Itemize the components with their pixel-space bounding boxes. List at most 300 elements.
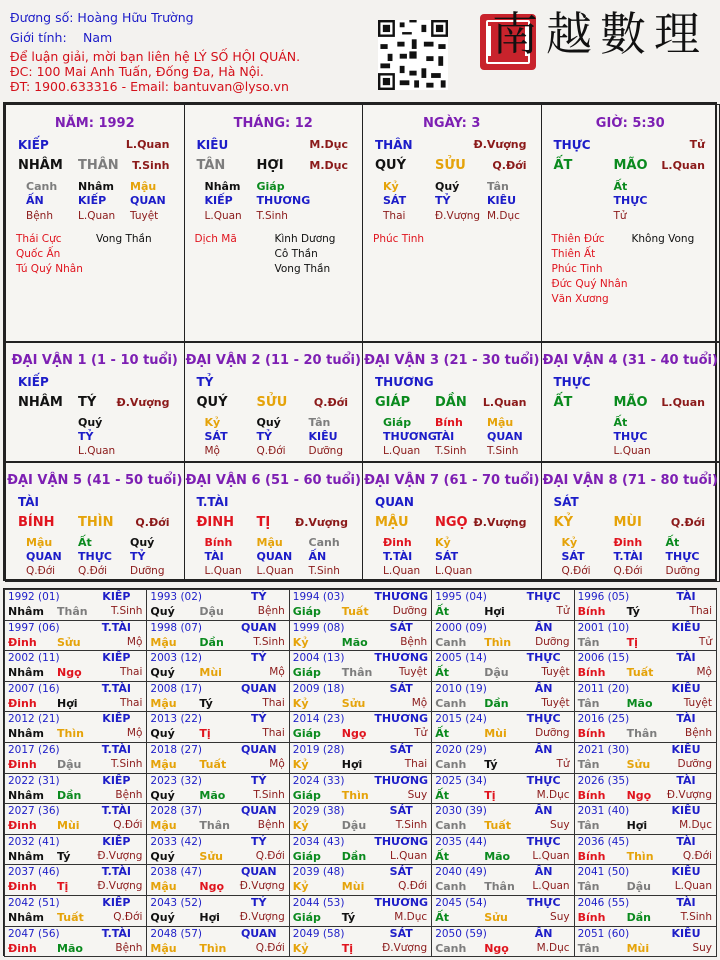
year-stem: Canh <box>435 819 467 833</box>
year-phase: Bệnh <box>400 635 428 648</box>
year-star: SÁT <box>389 681 413 695</box>
year-star: QUAN <box>240 681 277 695</box>
dai-van-cell <box>362 342 542 462</box>
year-stem: Tân <box>577 880 600 894</box>
dv-hidden-star: SÁT <box>435 550 459 563</box>
shensha-left: Quốc Ấn <box>16 248 61 260</box>
year-cell <box>289 589 432 621</box>
year-cell <box>146 926 289 958</box>
year-star: T.TÀI <box>101 681 132 695</box>
year-cell <box>289 773 432 805</box>
year-cell <box>431 895 574 927</box>
year-star: KIÊU <box>671 926 701 940</box>
dai-van-title: ĐẠI VẬN 6 (51 - 60 tuổi) <box>185 473 361 488</box>
shensha-left: Văn Xương <box>551 293 609 305</box>
hidden-star: THỰC <box>613 194 648 207</box>
dv-hidden-stem: Kỷ <box>204 416 221 429</box>
year-label: 2008 (17) <box>150 682 203 695</box>
pillar-stem-star: THÂN <box>375 138 413 152</box>
year-star: KIẾP <box>102 651 131 665</box>
dv-hidden-phase: T.Sinh <box>308 565 340 577</box>
year-label: 2031 (40) <box>577 805 630 818</box>
year-cell <box>4 681 147 713</box>
pillar-title: NĂM: 1992 <box>54 116 135 131</box>
hidden-stem: Ất <box>613 180 628 193</box>
year-stem: Quý <box>150 605 175 618</box>
year-star: THƯƠNG <box>374 773 429 787</box>
year-phase: Q.Đới <box>113 911 143 923</box>
year-branch: Thìn <box>626 849 654 863</box>
shensha-left: Thiên Đức <box>551 233 605 245</box>
year-cell <box>146 620 289 652</box>
year-star: THỰC <box>526 834 561 848</box>
dv-hidden-star: ẤN <box>308 550 327 563</box>
year-stem: Đinh <box>8 941 37 955</box>
year-stem: Kỷ <box>292 696 309 710</box>
dai-van-title: ĐẠI VẬN 3 (21 - 30 tuổi) <box>364 353 540 368</box>
year-branch: Mão <box>199 788 226 802</box>
hidden-stem: Mậu <box>130 180 157 193</box>
year-star: KIẾP <box>102 834 131 848</box>
year-cell <box>146 742 289 774</box>
year-star: THỰC <box>526 590 561 603</box>
hidden-stem: Kỷ <box>383 180 399 193</box>
year-star: TÀI <box>676 896 696 909</box>
year-stem: Tân <box>577 819 600 833</box>
pillar-cell <box>362 104 542 342</box>
year-label: 2024 (33) <box>292 774 345 787</box>
year-stem: Mậu <box>150 696 177 710</box>
year-branch: Dậu <box>626 880 651 894</box>
year-branch: Dậu <box>199 605 224 618</box>
year-cell <box>574 773 717 805</box>
year-label: 2042 (51) <box>8 897 60 909</box>
year-branch: Ngọ <box>57 666 82 680</box>
year-label: 2043 (52) <box>150 897 203 909</box>
year-label: 2044 (53) <box>292 897 345 909</box>
dv-hidden-phase: T.Sinh <box>435 445 467 457</box>
year-star: T.TÀI <box>101 926 132 940</box>
year-stem: Bính <box>577 727 606 741</box>
year-cell <box>146 803 289 835</box>
year-star: TÀI <box>676 773 696 787</box>
year-star: TÀI <box>676 712 696 726</box>
pillar-branch: HỢI <box>256 158 284 173</box>
shensha-left: Đức Quý Nhân <box>551 278 628 290</box>
pillar-branch: SỬU <box>435 158 466 173</box>
year-star: TÀI <box>676 834 696 848</box>
year-branch: Thìn <box>341 788 369 802</box>
year-stem: Mậu <box>150 635 177 649</box>
year-phase: Thai <box>119 696 143 709</box>
pillar-cell <box>184 104 364 342</box>
year-stem: Ất <box>435 849 449 863</box>
year-label: 2011 (20) <box>577 682 630 695</box>
year-label: 1995 (04) <box>435 591 487 603</box>
year-phase: Suy <box>692 941 712 954</box>
year-cell <box>4 803 147 835</box>
dv-hidden-phase: L.Quan <box>435 565 473 577</box>
dv-hidden-star: SÁT <box>204 430 228 443</box>
year-star: TÀI <box>676 590 696 603</box>
year-cell <box>289 711 432 743</box>
year-cell <box>574 681 717 713</box>
year-branch: Thìn <box>57 727 84 741</box>
dai-van-title: ĐẠI VẬN 5 (41 - 50 tuổi) <box>7 473 183 488</box>
year-label: 2029 (38) <box>292 805 345 818</box>
year-star: ẤN <box>534 743 553 756</box>
dai-van-star: T.TÀI <box>196 495 229 509</box>
year-branch: Dậu <box>341 819 367 833</box>
year-cell <box>431 620 574 652</box>
year-stem: Canh <box>435 941 467 955</box>
year-star: SÁT <box>389 926 413 940</box>
year-phase: Bệnh <box>115 788 143 801</box>
year-phase: Thai <box>262 727 285 740</box>
hidden-star: THƯƠNG <box>256 194 311 207</box>
year-branch: Tuất <box>626 666 654 680</box>
year-cell <box>289 834 432 866</box>
year-label: 2023 (32) <box>150 774 203 787</box>
logo-char: 理 <box>654 7 704 61</box>
year-label: 2028 (37) <box>150 805 203 818</box>
year-star: KIÊU <box>671 865 701 879</box>
year-label: 2045 (54) <box>435 897 487 909</box>
pillar-title: GIỜ: 5:30 <box>595 116 665 131</box>
logo-char: 南 <box>492 7 542 61</box>
hidden-stem: Canh <box>26 180 58 193</box>
year-stem: Mậu <box>150 758 177 771</box>
shensha-right: Kình Dương <box>274 233 336 245</box>
year-star: TỶ <box>251 773 267 787</box>
dv-hidden-phase: Q.Đới <box>256 445 286 457</box>
shensha-left: Phúc Tinh <box>373 233 425 245</box>
dv-hidden-phase: Q.Đới <box>561 565 591 577</box>
dv-hidden-phase: Q.Đới <box>613 565 643 577</box>
year-star: TỶ <box>251 896 267 909</box>
year-star: THƯƠNG <box>374 896 429 909</box>
pillar-stem: QUÝ <box>375 158 407 173</box>
pillar-stem-star: KIÊU <box>196 138 229 152</box>
year-cell <box>4 864 147 896</box>
year-stem: Mậu <box>150 880 177 894</box>
dv-hidden-stem: Ất <box>78 536 92 549</box>
dai-van-phase: L.Quan <box>482 396 527 409</box>
dai-van-title: ĐẠI VẬN 7 (61 - 70 tuổi) <box>364 473 540 488</box>
hidden-stem: Nhâm <box>78 180 114 193</box>
year-label: 2026 (35) <box>577 774 630 787</box>
year-phase: Bệnh <box>257 605 285 617</box>
shensha-left: Thái Cực <box>16 233 62 245</box>
year-phase: L.Quan <box>532 880 570 893</box>
year-cell <box>146 773 289 805</box>
year-stem: Bính <box>577 911 606 924</box>
year-stem: Tân <box>577 941 600 955</box>
dv-hidden-stem: Quý <box>78 416 103 429</box>
year-label: 1998 (07) <box>150 621 203 634</box>
year-label: 1996 (05) <box>577 591 630 603</box>
year-stem: Kỷ <box>292 880 309 894</box>
hidden-phase: M.Dục <box>487 210 520 222</box>
dai-van-cell <box>362 462 542 582</box>
year-branch: Mùi <box>484 727 507 741</box>
year-phase: M.Dục <box>536 941 570 954</box>
dv-hidden-star: TÀI <box>435 430 455 443</box>
year-stem: Canh <box>435 758 467 771</box>
dv-hidden-star: QUAN <box>487 430 523 443</box>
year-stem: Quý <box>150 911 175 924</box>
header <box>0 0 720 100</box>
hidden-phase: L.Quan <box>78 210 116 222</box>
year-star: KIÊU <box>671 681 701 695</box>
year-cell <box>146 711 289 743</box>
year-branch: Mùi <box>199 666 222 680</box>
year-star: ẤN <box>534 865 553 879</box>
year-phase: Mộ <box>269 666 285 679</box>
shensha-right: Vong Thần <box>96 233 152 245</box>
year-branch: Ngọ <box>626 788 652 802</box>
year-cell <box>574 926 717 958</box>
dai-van-cell <box>184 342 364 462</box>
year-stem: Quý <box>150 666 175 680</box>
bazi-chart <box>3 102 717 581</box>
dv-hidden-stem: Quý <box>130 536 155 549</box>
year-branch: Sửu <box>626 758 651 771</box>
year-branch: Tý <box>57 849 71 863</box>
dv-hidden-star: THƯƠNG <box>383 430 437 443</box>
year-stem: Quý <box>150 727 175 741</box>
year-phase: Mộ <box>696 666 712 679</box>
pillar-title: NGÀY: 3 <box>423 116 481 131</box>
year-phase: Tuyệt <box>683 696 712 709</box>
year-phase: Mộ <box>411 696 428 709</box>
year-cell <box>431 589 574 621</box>
dv-hidden-star: TỶ <box>256 430 272 443</box>
year-branch: Mùi <box>57 819 80 833</box>
dv-hidden-stem: Kỷ <box>561 536 578 549</box>
year-cell <box>146 650 289 682</box>
shensha-left: Tú Quý Nhân <box>16 263 83 275</box>
year-label: 1997 (06) <box>8 621 60 634</box>
pillar-stem-star: THỰC <box>553 138 591 152</box>
dai-van-cell <box>5 462 185 582</box>
shensha-left: Thiên Ất <box>551 248 596 260</box>
hidden-stem: Quý <box>435 180 460 193</box>
year-phase: T.Sinh <box>110 605 143 617</box>
year-cell <box>574 864 717 896</box>
dai-van-branch: MÙI <box>613 515 642 530</box>
shensha-right: Vong Thần <box>274 263 331 275</box>
dv-hidden-star: TỶ <box>130 550 146 563</box>
year-cell <box>574 895 717 927</box>
year-branch: Hợi <box>57 696 78 710</box>
dai-van-title: ĐẠI VẬN 1 (1 - 10 tuổi) <box>11 353 178 368</box>
year-stem: Đinh <box>8 819 37 833</box>
year-label: 2022 (31) <box>8 774 60 787</box>
dai-van-phase: Đ.Vượng <box>116 396 170 409</box>
year-star: TỶ <box>251 834 267 848</box>
shensha-left: Dịch Mã <box>194 233 237 245</box>
year-phase: Đ.Vượng <box>97 849 143 862</box>
year-star: ẤN <box>534 804 553 818</box>
dv-hidden-stem: Đinh <box>383 536 412 549</box>
year-star: KIẾP <box>102 590 131 603</box>
dai-van-branch: DẦN <box>435 395 467 410</box>
year-cell <box>4 620 147 652</box>
year-phase: M.Dục <box>679 819 712 832</box>
year-label: 1999 (08) <box>292 621 345 634</box>
year-phase: T.Sinh <box>395 819 428 832</box>
hidden-star: KIÊU <box>487 194 517 207</box>
year-star: T.TÀI <box>101 865 132 879</box>
qr-code-icon[interactable] <box>378 20 448 90</box>
dai-van-branch: SỬU <box>256 395 288 410</box>
year-star: QUAN <box>240 620 277 634</box>
year-phase: Mộ <box>126 727 143 740</box>
pillar-stem-phase: Đ.Vượng <box>473 138 527 151</box>
dv-hidden-phase: Dưỡng <box>308 445 343 457</box>
year-stem: Giáp <box>292 727 321 741</box>
year-phase: Bệnh <box>115 941 143 954</box>
year-branch: Dần <box>57 788 82 802</box>
year-cell <box>4 711 147 743</box>
year-star: TÀI <box>676 651 696 665</box>
year-cell <box>431 926 574 958</box>
year-star: THƯƠNG <box>374 712 429 726</box>
dai-van-stem: ẤT <box>553 395 573 410</box>
year-phase: Thai <box>262 696 285 709</box>
logo <box>492 4 714 64</box>
hidden-stem: Giáp <box>256 180 285 193</box>
year-label: 2046 (55) <box>577 897 630 909</box>
year-star: KIÊU <box>671 804 701 818</box>
year-branch: Hợi <box>626 819 648 833</box>
year-stem: Mậu <box>150 941 177 955</box>
contact-line: Để luận giải, mời bạn liên hệ LÝ SỐ HỘI QUÁN. <box>10 49 301 64</box>
dai-van-branch: MÃO <box>613 395 648 410</box>
pillar-branch: MÃO <box>613 158 648 173</box>
dai-van-branch: THÌN <box>78 515 114 530</box>
year-branch: Thìn <box>199 941 227 955</box>
year-phase: Tuyệt <box>541 666 570 679</box>
dv-hidden-phase: Q.Đới <box>78 565 108 577</box>
year-cell <box>289 895 432 927</box>
year-label: 2049 (58) <box>292 927 345 940</box>
pillar-branch: THÂN <box>78 158 119 173</box>
hidden-stem: Nhâm <box>204 180 241 193</box>
dv-hidden-phase: Mộ <box>204 445 220 457</box>
year-cell <box>289 926 432 958</box>
dai-van-title: ĐẠI VẬN 8 (71 - 80 tuổi) <box>542 473 718 488</box>
year-star: QUAN <box>240 865 277 879</box>
year-label: 2038 (47) <box>150 866 203 879</box>
year-phase: Q.Đới <box>398 880 428 893</box>
dv-hidden-phase: L.Quan <box>383 565 421 577</box>
year-branch: Tý <box>626 605 640 618</box>
year-branch: Tị <box>484 788 496 802</box>
year-label: 2002 (11) <box>8 652 60 665</box>
pillar-stem-star: KIẾP <box>18 138 49 152</box>
year-cell <box>4 926 147 958</box>
year-label: 2017 (26) <box>8 744 60 756</box>
year-stem: Nhâm <box>8 666 44 680</box>
year-branch: Tuất <box>199 758 227 771</box>
year-phase: T.Sinh <box>253 788 285 801</box>
year-label: 2050 (59) <box>435 927 487 940</box>
year-star: QUAN <box>240 926 277 940</box>
dv-hidden-stem: Quý <box>256 416 281 429</box>
pillar-title: THÁNG: 12 <box>233 116 313 131</box>
pillar-stem-phase: L.Quan <box>125 138 170 151</box>
year-cell <box>146 895 289 927</box>
year-star: TỶ <box>251 590 267 603</box>
year-label: 2027 (36) <box>8 805 60 818</box>
year-branch: Tị <box>341 941 354 955</box>
hidden-phase: T.Sinh <box>256 210 288 222</box>
logo-char: 越 <box>546 7 596 61</box>
year-stem: Nhâm <box>8 849 44 863</box>
dv-hidden-star: THỰC <box>613 430 648 443</box>
year-branch: Thân <box>341 666 373 680</box>
year-cell <box>574 620 717 652</box>
year-branch: Mão <box>341 635 368 649</box>
year-stem: Ất <box>435 605 449 618</box>
dai-van-cell <box>5 342 185 462</box>
year-phase: Đ.Vượng <box>239 880 285 893</box>
year-branch: Dần <box>484 696 509 710</box>
year-branch: Hợi <box>199 911 220 924</box>
dv-hidden-stem: Bính <box>204 536 233 549</box>
year-phase: M.Dục <box>394 911 428 923</box>
pillar-cell <box>5 104 185 342</box>
year-star: ẤN <box>534 620 553 634</box>
dv-hidden-star: TỶ <box>78 430 94 443</box>
year-stem: Kỷ <box>292 819 309 833</box>
year-branch: Tị <box>57 880 69 894</box>
year-stem: Tân <box>577 758 600 771</box>
dai-van-star: SÁT <box>553 495 579 509</box>
year-phase: L.Quan <box>532 849 570 862</box>
year-branch: Dần <box>341 849 367 863</box>
year-branch: Thân <box>199 819 230 833</box>
year-label: 2048 (57) <box>150 927 203 940</box>
dai-van-stem: BÍNH <box>18 515 55 530</box>
year-stem: Bính <box>577 605 606 618</box>
year-phase: Tử <box>414 727 428 740</box>
pillar-branch-phase: T.Sinh <box>132 159 170 172</box>
year-label: 2033 (42) <box>150 835 203 848</box>
owner-name: Đương số: Hoàng Hữu Trường <box>10 10 194 25</box>
year-phase: Mộ <box>269 758 285 770</box>
year-star: KIẾP <box>102 773 131 787</box>
year-branch: Sửu <box>341 696 366 710</box>
year-cell <box>574 803 717 835</box>
year-stem: Quý <box>150 849 175 863</box>
pillar-cell <box>541 104 720 342</box>
year-star: THƯƠNG <box>374 651 429 665</box>
hidden-stem: Tân <box>487 180 509 193</box>
year-stem: Ất <box>435 788 449 802</box>
year-cell <box>574 589 717 621</box>
year-label: 2039 (48) <box>292 866 345 879</box>
year-cell <box>431 834 574 866</box>
year-stem: Giáp <box>292 849 321 863</box>
dai-van-phase: Q.Đới <box>135 516 170 529</box>
year-stem: Canh <box>435 635 467 649</box>
dv-hidden-star: KIÊU <box>308 430 338 443</box>
year-phase: Tuyệt <box>541 696 570 709</box>
year-phase: Tử <box>698 635 712 648</box>
